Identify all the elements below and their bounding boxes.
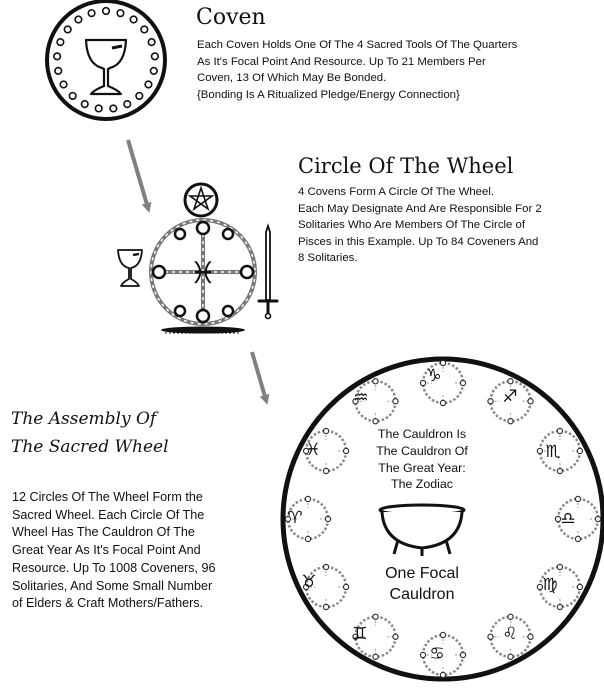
scorpio-symbol: ♏ [545,442,561,462]
assembly-line-1: 12 Circles Of The Wheel Form the [12,490,203,504]
sagittarius-symbol: ♐ [502,387,518,407]
cauldron-label [372,563,472,605]
coven-member-dot [141,26,148,33]
arrow-down-icon [252,352,266,400]
cauldron-caption-line-1: The Cauldron Is [377,427,467,441]
coven-member-dot [69,93,76,100]
cauldron-icon [380,505,464,556]
cauldron-caption-line-4: The Zodiac [391,477,453,492]
coven-member-dot [54,53,61,60]
pisces-symbol: ♓ [305,440,321,460]
libra-symbol: ♎ [560,509,576,529]
coven-title: Coven [196,5,266,30]
cauldron-caption-line-2: The Cauldron Of [376,443,468,458]
coven-description [197,37,517,103]
assembly-description [12,489,216,613]
coven-member-dot [150,68,157,75]
coven-member-dot [95,105,102,112]
chalice-icon [118,250,142,286]
coven-member-dot [64,26,71,33]
coven-member-dots [54,8,158,112]
assembly-line-2: Sacred Wheel. Each Circle Of The [12,507,205,522]
aries-symbol: ♈ [287,508,303,528]
coven-member-dot [60,81,67,88]
circle-line-5: 8 Solitaries. [298,252,358,265]
cauldron-label-line-1: One Focal [385,565,459,582]
coven-line-1: Each Coven Holds One Of The 4 Sacred Tools Of The Quarters [197,39,518,51]
coven-member-dot [124,101,131,108]
assembly-title-line-2: The Sacred Wheel [11,437,169,457]
coven-member-dot [145,81,152,88]
circle-line-3: Solitaries Who Are Members Of The Circle of [298,219,526,232]
coven-line-3: Coven, 13 Of Which May Be Bonded. [197,72,387,85]
circle-of-the-wheel [118,184,277,334]
coven-member-dot [75,16,82,23]
virgo-symbol: ♍ [542,575,558,595]
cancer-symbol: ♋ [429,644,445,664]
circle-of-wheel-description [298,184,542,267]
taurus-symbol: ♉ [301,572,317,592]
assembly-line-4: Great Year As It's Focal Point And [12,543,201,558]
aquarius-symbol: ♒ [353,388,369,408]
coven-member-dot [136,93,143,100]
pisces-symbol: ♓ [189,256,217,291]
coven-member-dot [130,16,137,23]
assembly-line-3: Wheel Has The Cauldron Of The [12,525,195,540]
coven-line-4: {Bonding Is A Ritualized Pledge/Energy Connection} [197,88,460,101]
cauldron-label-line-2: Cauldron [389,586,455,603]
coven-member-dot [103,8,110,15]
leo-symbol: ♌ [502,624,518,644]
chalice-icon [86,40,126,94]
assembly-title-line-1: The Assembly Of [11,409,157,429]
assembly-line-6: Solitaries, And Some Small Number [12,578,213,593]
assembly-title [11,405,169,461]
circle-line-4: Pisces in this Example. Up To 84 Coveners And [298,235,539,248]
sword-icon [259,226,277,319]
circle-line-2: Each May Designate And Are Responsible For 2 [298,202,542,215]
coven-member-dot [81,101,88,108]
circle-of-wheel-title: Circle Of The Wheel [298,154,514,178]
cauldron-caption-line-3: The Great Year: [378,460,466,475]
cauldron-caption [362,426,482,493]
circle-line-1: 4 Covens Form A Circle Of The Wheel. [298,186,495,198]
coven-line-2: As It's Focal Point And Resource. Up To 21 Members Per [197,55,486,68]
pentacle-icon [185,184,217,216]
coven-member-dot [57,39,64,46]
coven-circle [47,1,165,119]
coven-member-dot [152,53,159,60]
coven-member-dot [148,39,155,46]
coven-member-dot [117,10,124,17]
coven-member-dot [55,68,62,75]
sacred-wheel [283,359,603,679]
assembly-line-7: of Elders & Craft Mothers/Fathers. [12,596,204,611]
assembly-line-5: Resource. Up To 1008 Coveners, 96 [12,560,216,575]
coven-member-dot [110,105,117,112]
coven-member-dot [88,10,95,17]
arrow-down-icon [128,140,148,208]
capricorn-symbol: ♑ [426,366,442,386]
gemini-symbol: ♊ [352,624,368,644]
